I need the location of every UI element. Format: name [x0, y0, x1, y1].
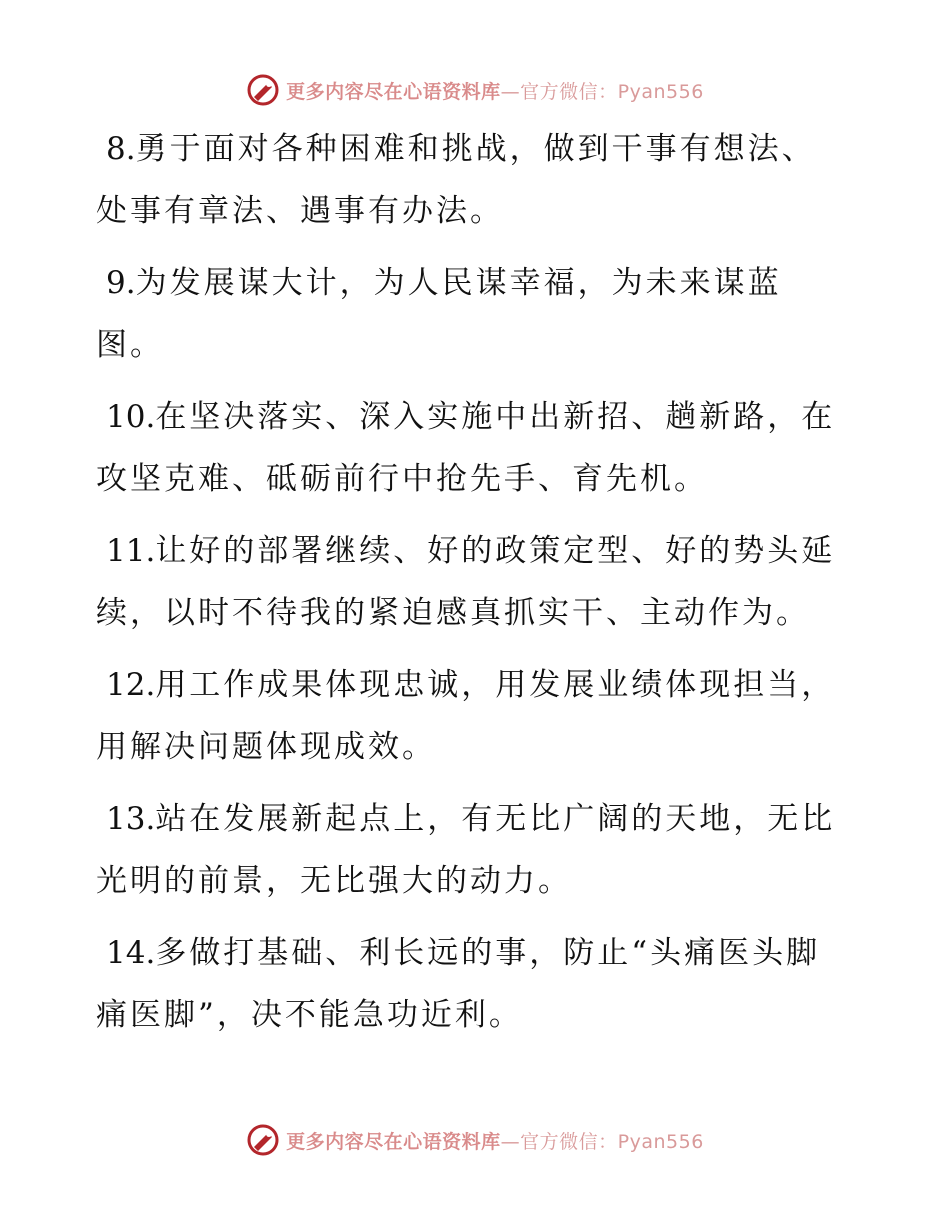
watermark-text: 更多内容尽在心语资料库—官方微信：Pyan556 [286, 80, 704, 103]
header-watermark [0, 70, 950, 110]
item-number: 11. [106, 533, 156, 569]
item-text-line: 在坚决落实、深入实施中出新招、趟新路，在 [155, 399, 836, 435]
document-body [96, 118, 856, 1056]
item-text-line: 攻坚克难、砥砺前行中抢先手、育先机。 [96, 461, 708, 497]
item-text-line: 用工作成果体现忠诚，用发展业绩体现担当， [155, 667, 836, 703]
watermark-text: 更多内容尽在心语资料库—官方微信：Pyan556 [286, 1130, 704, 1153]
item-number: 8. [106, 131, 136, 167]
item-text-line: 痛医脚”，决不能急功近利。 [96, 997, 523, 1033]
list-item [96, 386, 856, 510]
item-number: 12. [106, 667, 156, 703]
list-item [96, 252, 856, 376]
item-text-line: 让好的部署继续、好的政策定型、好的势头延 [155, 533, 836, 569]
item-text-line: 勇于面对各种困难和挑战，做到干事有想法、 [135, 131, 816, 167]
item-number: 9. [106, 265, 136, 301]
list-item [96, 654, 856, 778]
list-item [96, 520, 856, 644]
pen-circle-logo-icon [246, 1123, 280, 1157]
item-text-line: 为发展谋大计，为人民谋幸福，为未来谋蓝 [135, 265, 782, 301]
footer-watermark [0, 1120, 950, 1160]
item-number: 14. [106, 935, 156, 971]
item-text-line: 站在发展新起点上，有无比广阔的天地，无比 [155, 801, 836, 837]
item-text-line: 处事有章法、遇事有办法。 [96, 193, 504, 229]
item-number: 13. [106, 801, 156, 837]
item-number: 10. [106, 399, 156, 435]
item-text-line: 图。 [96, 327, 164, 363]
item-text-line: 续，以时不待我的紧迫感真抓实干、主动作为。 [96, 595, 810, 631]
pen-circle-logo-icon [246, 73, 280, 107]
item-text-line: 用解决问题体现成效。 [96, 729, 436, 765]
item-text-line: 多做打基础、利长远的事，防止“头痛医头脚 [155, 935, 821, 971]
list-item [96, 118, 856, 242]
list-item [96, 788, 856, 912]
item-text-line: 光明的前景，无比强大的动力。 [96, 863, 572, 899]
list-item [96, 922, 856, 1046]
